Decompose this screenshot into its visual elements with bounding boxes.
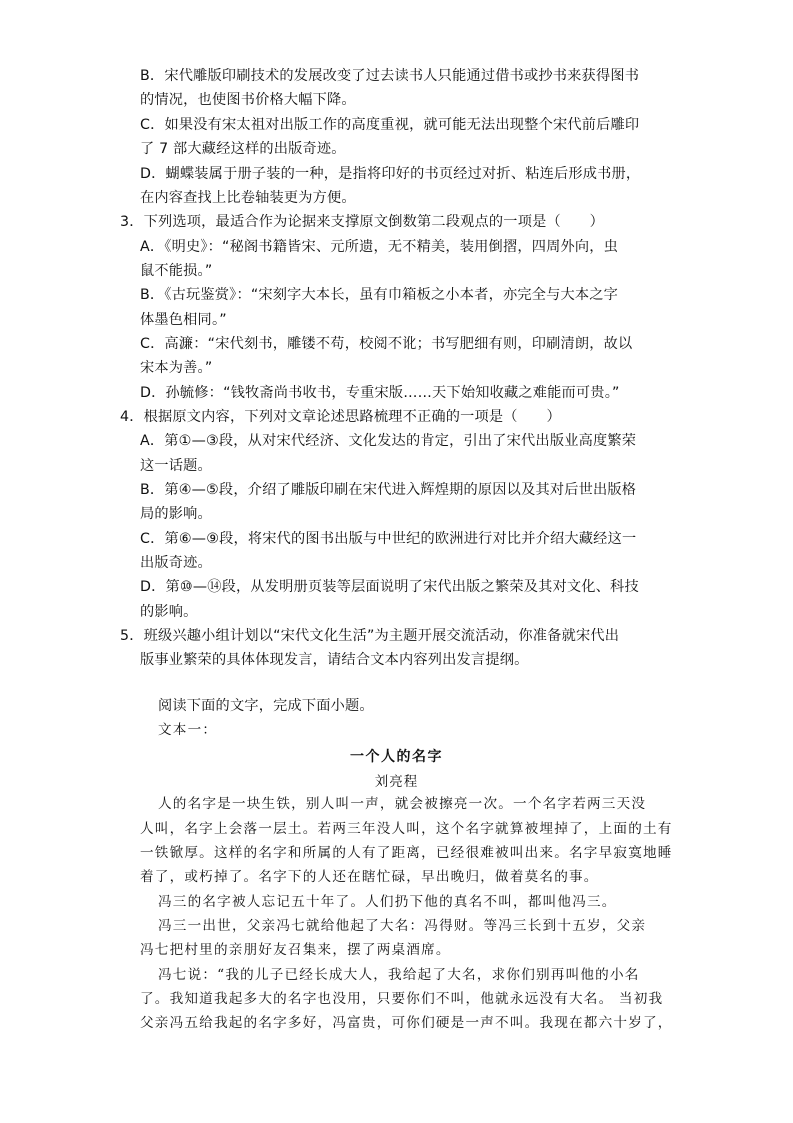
- option-c-line-1: C．如果没有宋太祖对出版工作的高度重视，就可能无法出现整个宋代前后雕印: [140, 117, 640, 133]
- article-title: 一个人的名字: [350, 749, 443, 765]
- p1-line-3: 一铁锨厚。这样的名字和所属的人有了距离，已经很难被叫出来。名字早寂寞地睡: [140, 845, 673, 861]
- p3-line-2: 冯七把村里的亲朋好友召集来，摆了两桌酒席。: [140, 942, 451, 958]
- p4-line-3: 父亲冯五给我起的名字多好，冯富贵，可你们硬是一声不叫。我现在都六十岁了，: [140, 1015, 673, 1031]
- q3-option-c-line-1: C．高濂：“宋代刻书，雕镂不苟，校阅不讹；书写肥细有则，印刷清朗，故以: [140, 336, 633, 352]
- q4-option-b-line-1: B．第④—⑤段，介绍了雕版印刷在宋代进入辉煌期的原因以及其对后世出版格: [140, 482, 637, 498]
- q4-option-b-line-2: 局的影响。: [140, 506, 212, 522]
- option-d-line-2: 在内容查找上比卷轴装更为方便。: [140, 190, 356, 206]
- question-5-line-2: 版事业繁荣的具体体现发言，请结合文本内容列出发言提纲。: [140, 652, 529, 668]
- p1-line-2: 人叫，名字上会落一层土。若两三年没人叫，这个名字就算被埋掉了，上面的土有: [140, 821, 673, 837]
- question-5-line-1: 5．班级兴趣小组计划以“宋代文化生活”为主题开展交流活动，你准备就宋代出: [120, 628, 620, 644]
- question-3-stem: 3．下列选项，最适合作为论据来支撑原文倒数第二段观点的一项是（ ）: [120, 214, 605, 230]
- p4-line-1: 冯七说：“我的儿子已经长成大人，我给起了大名，求你们别再叫他的小名: [158, 967, 640, 983]
- option-b-line-1: B．宋代雕版印刷技术的发展改变了过去读书人只能通过借书或抄书来获得图书: [140, 68, 640, 84]
- q3-option-c-line-2: 宋本为善。”: [140, 360, 213, 376]
- q4-option-d-line-1: D．第⑩—⑭段，从发明册页装等层面说明了宋代出版之繁荣及其对文化、科技: [140, 579, 639, 595]
- option-b-line-2: 的情况，也使图书价格大幅下降。: [140, 92, 356, 108]
- p3-line-1: 冯三一出世，父亲冯七就给他起了大名：冯得财。等冯三长到十五岁，父亲: [158, 918, 647, 934]
- q3-option-b-line-1: B．《古玩鉴赏》：“宋刻字大本长，虽有巾箱板之小本者，亦完全与大本之字: [140, 287, 619, 303]
- option-c-line-2: 了 7 部大藏经这样的出版奇迹。: [140, 141, 346, 157]
- q3-option-d-line-1: D．孙毓修：“钱牧斋尚书收书，专重宋版……天下始知收藏之难能而可贵。”: [140, 385, 620, 401]
- p1-line-1: 人的名字是一块生铁，别人叫一声，就会被擦亮一次。一个名字若两三天没: [158, 796, 647, 812]
- reading-intro: 阅读下面的文字，完成下面小题。: [158, 698, 374, 714]
- q3-option-b-line-2: 体墨色相同。”: [140, 312, 227, 328]
- p2-line-1: 冯三的名字被人忘记五十年了。人们扔下他的真名不叫，都叫他冯三。: [158, 894, 617, 910]
- question-4-stem: 4．根据原文内容，下列对文章论述思路梳理不正确的一项是（ ）: [120, 409, 561, 425]
- p4-line-2: 了。我知道我起多大的名字也没用，只要你们不叫，他就永远没有大名。 当初我: [140, 991, 664, 1007]
- text-label: 文本一：: [158, 722, 218, 738]
- q4-option-a-line-2: 这一话题。: [140, 458, 212, 474]
- q4-option-d-line-2: 的影响。: [140, 604, 198, 620]
- q3-option-a-line-2: 鼠不能损。”: [140, 263, 213, 279]
- q4-option-c-line-1: C．第⑥—⑨段，将宋代的图书出版与中世纪的欧洲进行对比并介绍大藏经这一: [140, 531, 637, 547]
- q4-option-c-line-2: 出版奇迹。: [140, 555, 212, 571]
- q4-option-a-line-1: A．第①—③段，从对宋代经济、文化发达的肯定，引出了宋代出版业高度繁荣: [140, 433, 637, 449]
- option-d-line-1: D．蝴蝶装属于册子装的一种，是指将印好的书页经过对折、粘连后形成书册，: [140, 166, 641, 182]
- q3-option-a-line-1: A．《明史》：“秘阁书籍皆宋、元所遗，无不精美，装用倒摺，四周外向，虫: [140, 239, 619, 255]
- p1-line-4: 着了，或朽掉了。名字下的人还在瞎忙碌，早出晚归，做着莫名的事。: [140, 869, 599, 885]
- article-author: 刘亮程: [374, 774, 419, 790]
